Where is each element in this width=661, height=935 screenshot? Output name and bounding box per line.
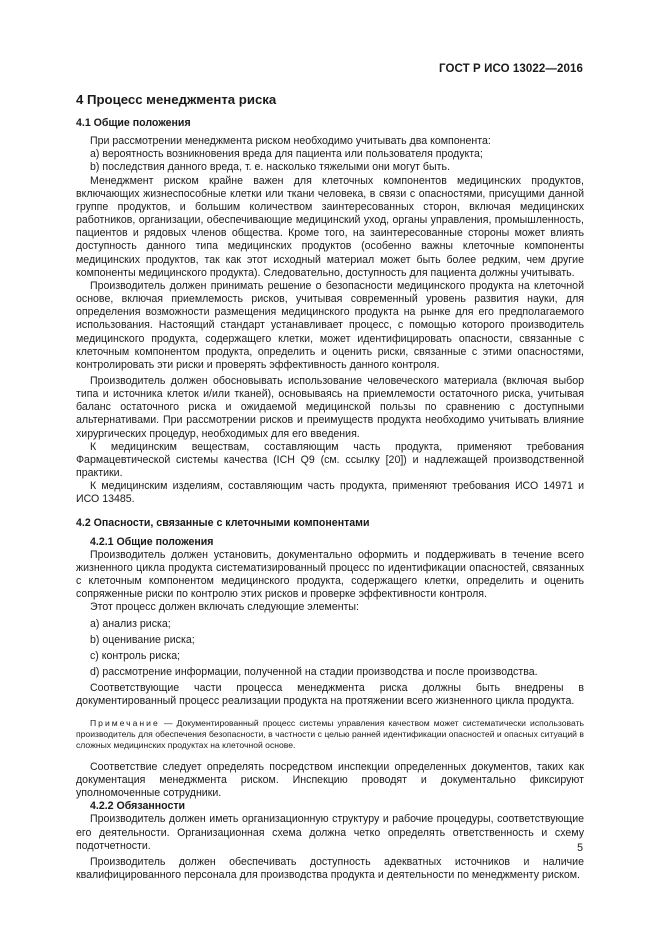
section-4-2-2-title: 4.2.2 Обязанности — [90, 800, 186, 813]
paragraph: Соответствующие части процесса менеджмента риска должны быть внедрены в документированный процесс реализации продукта на протяжении всего жизненного цикла продукта. — [76, 682, 584, 708]
section-4-1-title: 4.1 Общие положения — [76, 117, 191, 129]
paragraph: Производитель должен иметь организационную структуру и рабочие процедуры, соответствующие его деятельности. Организационная схема должна четко определять ответственность и схему подотчетности. — [76, 813, 584, 852]
document-body — [76, 92, 584, 882]
note-text: — Документированный процесс системы управления качеством может систематически использовать производитель для обеспечения безопасности, в частности с целью ранней идентификации опасностей и опасных ситуаций в сложных медицинских продуктах на клеточной основе. — [76, 717, 584, 750]
paragraph: К медицинским изделиям, составляющим часть продукта, применяют требования ИСО 14971 и ИСО 13485. — [76, 480, 584, 506]
paragraph: При рассмотрении менеджмента риском необходимо учитывать два компонента: — [90, 135, 491, 148]
section-4-title: 4 Процесс менеджмента риска — [76, 92, 277, 107]
list-item: c) контроль риска; — [90, 649, 181, 662]
paragraph: Производитель должен принимать решение о безопасности медицинского продукта на клеточной основе, включая приемлемость рисков, учитывая современный уровень развития науки, для определения возможности размещения медицинского продукта на рынке для его предполагаемого использования. Настоящий стандарт устанавливает процесс, с помощью которого производитель медицинского продукта, содержащего клетки, может идентифицировать опасности, связанные с клеточным компонентом продукта, определить и оценить риски, связанные с этими опасностями, контролировать эти риски и проверять эффективность данного контроля. — [76, 279, 584, 371]
list-item: a) анализ риска; — [90, 617, 171, 630]
paragraph: Соответствие следует определять посредством инспекции определенных документов, таких как документация менеджмента риском. Инспекцию проводят и документально фиксируют уполномоченные сотрудники. — [76, 760, 584, 800]
section-4-2-1-title: 4.2.1 Общие положения — [90, 535, 214, 548]
list-item: d) рассмотрение информации, полученной на стадии производства и после производства. — [90, 666, 538, 679]
paragraph: Производитель должен установить, документально оформить и поддерживать в течение всего жизненного цикла продукта систематизированный процесс по идентификации опасностей, связанных с клеточным компонентом медицинского продукта, содержащего клетки, определить и оценить сопряженные риски по контролю этих рисков и проверке эффективности контроля. — [76, 548, 584, 601]
paragraph: Менеджмент риском крайне важен для клеточных компонентов медицинских продуктов, включающих жизнеспособные клетки или ткани человека, в связи с опасностями, присущими данной группе продуктов, и большим количеством заинтересованных сторон, включая медицинских работников, организации, обеспечивающие медицинский уход, органы управления, промышленность, пациентов и рядовых членов общества. Кроме того, на заинтересованные стороны может влиять доступность данного типа медицинских продуктов (особенно важны клеточные компоненты медицинских продуктов, так как этот исходный материал может быть более редким, чем другие компоненты медицинского продукта). Следовательно, доступность для пациента должны учитывать. — [76, 174, 584, 279]
paragraph: Производитель должен обосновывать использование человеческого материала (включая выбор типа и источника клеток и/или тканей), основываясь на приемлемости остаточного риска, учитывая баланс остаточного риска и ожидаемой медицинской пользы по сравнению с доступными альтернативами. При рассмотрении рисков и преимуществ продукта необходимо учитывать влияние хирургических процедур, необходимых для его введения. — [76, 374, 584, 440]
list-item: b) оценивание риска; — [90, 633, 195, 646]
list-item: b) последствия данного вреда, т. е. насколько тяжелыми они могут быть. — [90, 161, 450, 174]
page-number: 5 — [577, 842, 583, 854]
note — [76, 718, 584, 751]
list-item: а) вероятность возникновения вреда для пациента или пользователя продукта; — [90, 148, 483, 161]
paragraph: Производитель должен обеспечивать доступность адекватных источников и наличие квалифицированного персонала для производства продукта и деятельности по менеджменту риском. — [76, 855, 584, 882]
paragraph: К медицинским веществам, составляющим часть продукта, применяют требования Фармацевтической системы качества (ICH Q9 (см. ссылку [20]) и надлежащей производственной практики. — [76, 440, 584, 480]
section-4-2-title: 4.2 Опасности, связанные с клеточными компонентами — [76, 516, 370, 529]
document-header: ГОСТ Р ИСО 13022—2016 — [438, 63, 583, 75]
paragraph: Этот процесс должен включать следующие элементы: — [90, 601, 359, 614]
note-label: Примечание — [90, 717, 160, 728]
